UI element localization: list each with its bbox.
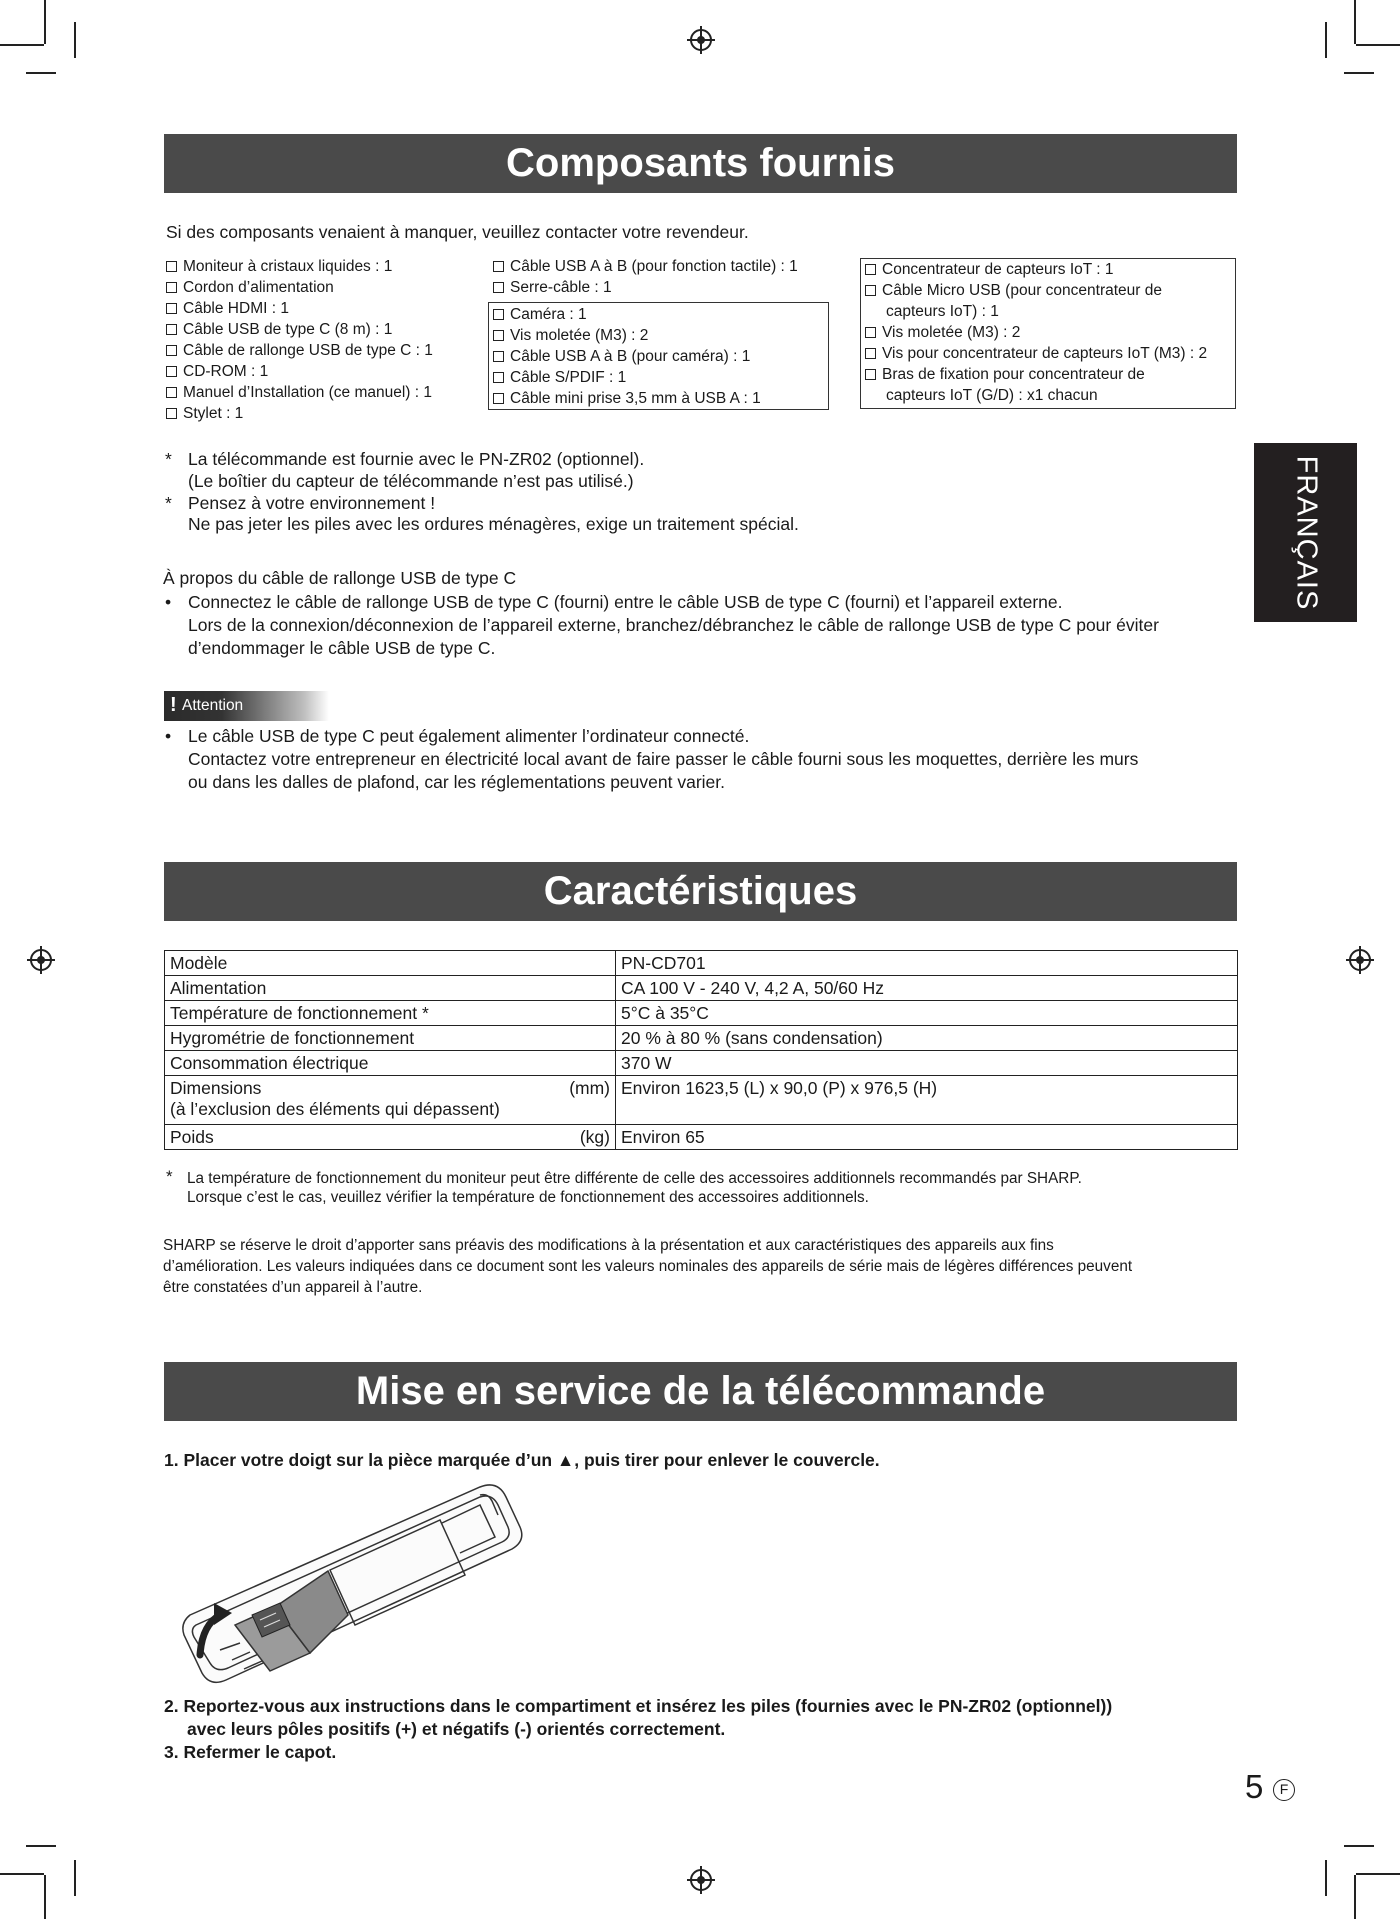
components-list-1	[166, 256, 433, 424]
list-item: Bras de fixation pour concentrateur de	[865, 364, 1207, 385]
crop-mark	[1325, 22, 1327, 58]
table-row	[165, 1076, 1238, 1125]
checkbox-icon	[493, 282, 504, 293]
registration-mark-icon	[30, 949, 52, 971]
list-item: Câble de rallonge USB de type C : 1	[166, 340, 433, 361]
table-row	[165, 976, 1238, 1001]
spec-unit: (kg)	[579, 1127, 610, 1147]
warning-icon: !	[170, 694, 177, 716]
section-title-telecommande: Mise en service de la télécommande	[164, 1362, 1237, 1421]
attention-label: ! Attention	[164, 691, 329, 721]
crop-mark	[44, 0, 46, 44]
list-item: Vis moletée (M3) : 2	[865, 322, 1207, 343]
checkbox-icon	[493, 261, 504, 272]
list-item: Câble HDMI : 1	[166, 298, 433, 319]
checkbox-icon	[865, 264, 876, 275]
table-row	[165, 1001, 1238, 1026]
section-title-caracteristiques: Caractéristiques	[164, 862, 1237, 921]
checkbox-icon	[865, 369, 876, 380]
spec-value: 20 % à 80 % (sans condensation)	[616, 1026, 1238, 1051]
spec-value: CA 100 V - 240 V, 4,2 A, 50/60 Hz	[616, 976, 1238, 1001]
list-item: Câble S/PDIF : 1	[493, 367, 761, 388]
list-item-continuation: capteurs IoT) : 1	[886, 303, 999, 320]
crop-mark	[1344, 72, 1374, 74]
list-item: Vis moletée (M3) : 2	[493, 325, 761, 346]
checkbox-icon	[493, 351, 504, 362]
crop-mark	[0, 44, 44, 46]
step-2-line2: avec leurs pôles positifs (+) et négatifs (-) orientés correctement.	[187, 1719, 726, 1739]
spec-value: Environ 1623,5 (L) x 90,0 (P) x 976,5 (H)	[616, 1076, 1238, 1125]
spec-label: Dimensions (à l’exclusion des éléments qui dépassent) (mm)	[165, 1076, 616, 1125]
list-item: Cordon d’alimentation	[166, 277, 433, 298]
step-2: 2. Reportez-vous aux instructions dans le compartiment et insérez les piles (fournies avec le PN-ZR02 (optionnel))	[164, 1696, 1113, 1716]
list-item: Moniteur à cristaux liquides : 1	[166, 256, 433, 277]
list-item: Câble Micro USB (pour concentrateur de	[865, 280, 1207, 301]
spec-unit: (mm)	[569, 1078, 610, 1098]
list-item: Câble USB A à B (pour caméra) : 1	[493, 346, 761, 367]
crop-mark	[1356, 1873, 1400, 1875]
components-list-2	[493, 256, 798, 298]
intro-text: Si des composants venaient à manquer, veuillez contacter votre revendeur.	[166, 222, 749, 242]
registration-mark-icon	[1349, 949, 1371, 971]
crop-mark	[26, 1845, 56, 1847]
crop-mark	[44, 1875, 46, 1919]
checkbox-icon	[493, 372, 504, 383]
remote-control-illustration	[180, 1475, 525, 1685]
list-item: Caméra : 1	[493, 304, 761, 325]
spec-label: Température de fonctionnement *	[165, 1001, 616, 1026]
table-row	[165, 1051, 1238, 1076]
checkbox-icon	[166, 345, 177, 356]
checkbox-icon	[865, 327, 876, 338]
list-item: Câble mini prise 3,5 mm à USB A : 1	[493, 388, 761, 409]
checkbox-icon	[166, 408, 177, 419]
specifications-table	[164, 950, 1238, 1150]
spec-value: PN-CD701	[616, 951, 1238, 976]
list-item: Câble USB de type C (8 m) : 1	[166, 319, 433, 340]
crop-mark	[26, 72, 56, 74]
list-item: Stylet : 1	[166, 403, 433, 424]
components-list-camera	[493, 304, 761, 409]
step-1: 1. Placer votre doigt sur la pièce marquée d’un ▲, puis tirer pour enlever le couvercle.	[164, 1450, 880, 1470]
spec-label: Alimentation	[165, 976, 616, 1001]
section-title-composants: Composants fournis	[164, 134, 1237, 193]
spec-value: 5°C à 35°C	[616, 1001, 1238, 1026]
checkbox-icon	[166, 303, 177, 314]
spec-label: Modèle	[165, 951, 616, 976]
spec-label: Consommation électrique	[165, 1051, 616, 1076]
crop-mark	[1344, 1845, 1374, 1847]
crop-mark	[1356, 44, 1400, 46]
list-item: Vis pour concentrateur de capteurs IoT (M3) : 2	[865, 343, 1207, 364]
checkbox-icon	[166, 282, 177, 293]
crop-mark	[1354, 0, 1356, 44]
crop-mark	[0, 1873, 44, 1875]
crop-mark	[1325, 1860, 1327, 1896]
language-tab: FRANÇAIS	[1254, 443, 1357, 622]
list-item: Concentrateur de capteurs IoT : 1	[865, 259, 1207, 280]
registration-mark-icon	[690, 29, 712, 51]
checkbox-icon	[493, 330, 504, 341]
table-row	[165, 1125, 1238, 1150]
crop-mark	[74, 1860, 76, 1896]
list-item: Manuel d’Installation (ce manuel) : 1	[166, 382, 433, 403]
checkbox-icon	[166, 366, 177, 377]
list-item-continuation: capteurs IoT (G/D) : x1 chacun	[886, 387, 1098, 404]
usb-heading: À propos du câble de rallonge USB de type C	[163, 568, 517, 588]
disclaimer-text: SHARP se réserve le droit d’apporter sans préavis des modifications à la présentation et aux caractéristiques des appareils aux fins d’amélioration. Les valeurs indiquées dans ce document sont les valeurs nominales des appareils de série mais de légères différences peuvent être constatées d’un appareil à l’autre.	[163, 1237, 1133, 1296]
checkbox-icon	[166, 324, 177, 335]
spec-value: 370 W	[616, 1051, 1238, 1076]
checkbox-icon	[166, 261, 177, 272]
checkbox-icon	[166, 387, 177, 398]
checkbox-icon	[493, 393, 504, 404]
list-item: Câble USB A à B (pour fonction tactile) : 1	[493, 256, 798, 277]
spec-label: Poids (kg)	[165, 1125, 616, 1150]
checkbox-icon	[865, 348, 876, 359]
list-item: Serre-câble : 1	[493, 277, 798, 298]
step-3: 3. Refermer le capot.	[164, 1742, 337, 1762]
crop-mark	[74, 22, 76, 58]
registration-mark-icon	[690, 1869, 712, 1891]
crop-mark	[1354, 1875, 1356, 1919]
list-item: CD-ROM : 1	[166, 361, 433, 382]
checkbox-icon	[865, 285, 876, 296]
page-number: 5	[1245, 1768, 1264, 1805]
spec-label: Hygrométrie de fonctionnement	[165, 1026, 616, 1051]
table-row	[165, 951, 1238, 976]
page-suffix-badge: F	[1273, 1779, 1295, 1801]
table-row	[165, 1026, 1238, 1051]
checkbox-icon	[493, 309, 504, 320]
components-list-iot	[865, 259, 1207, 406]
spec-value: Environ 65	[616, 1125, 1238, 1150]
